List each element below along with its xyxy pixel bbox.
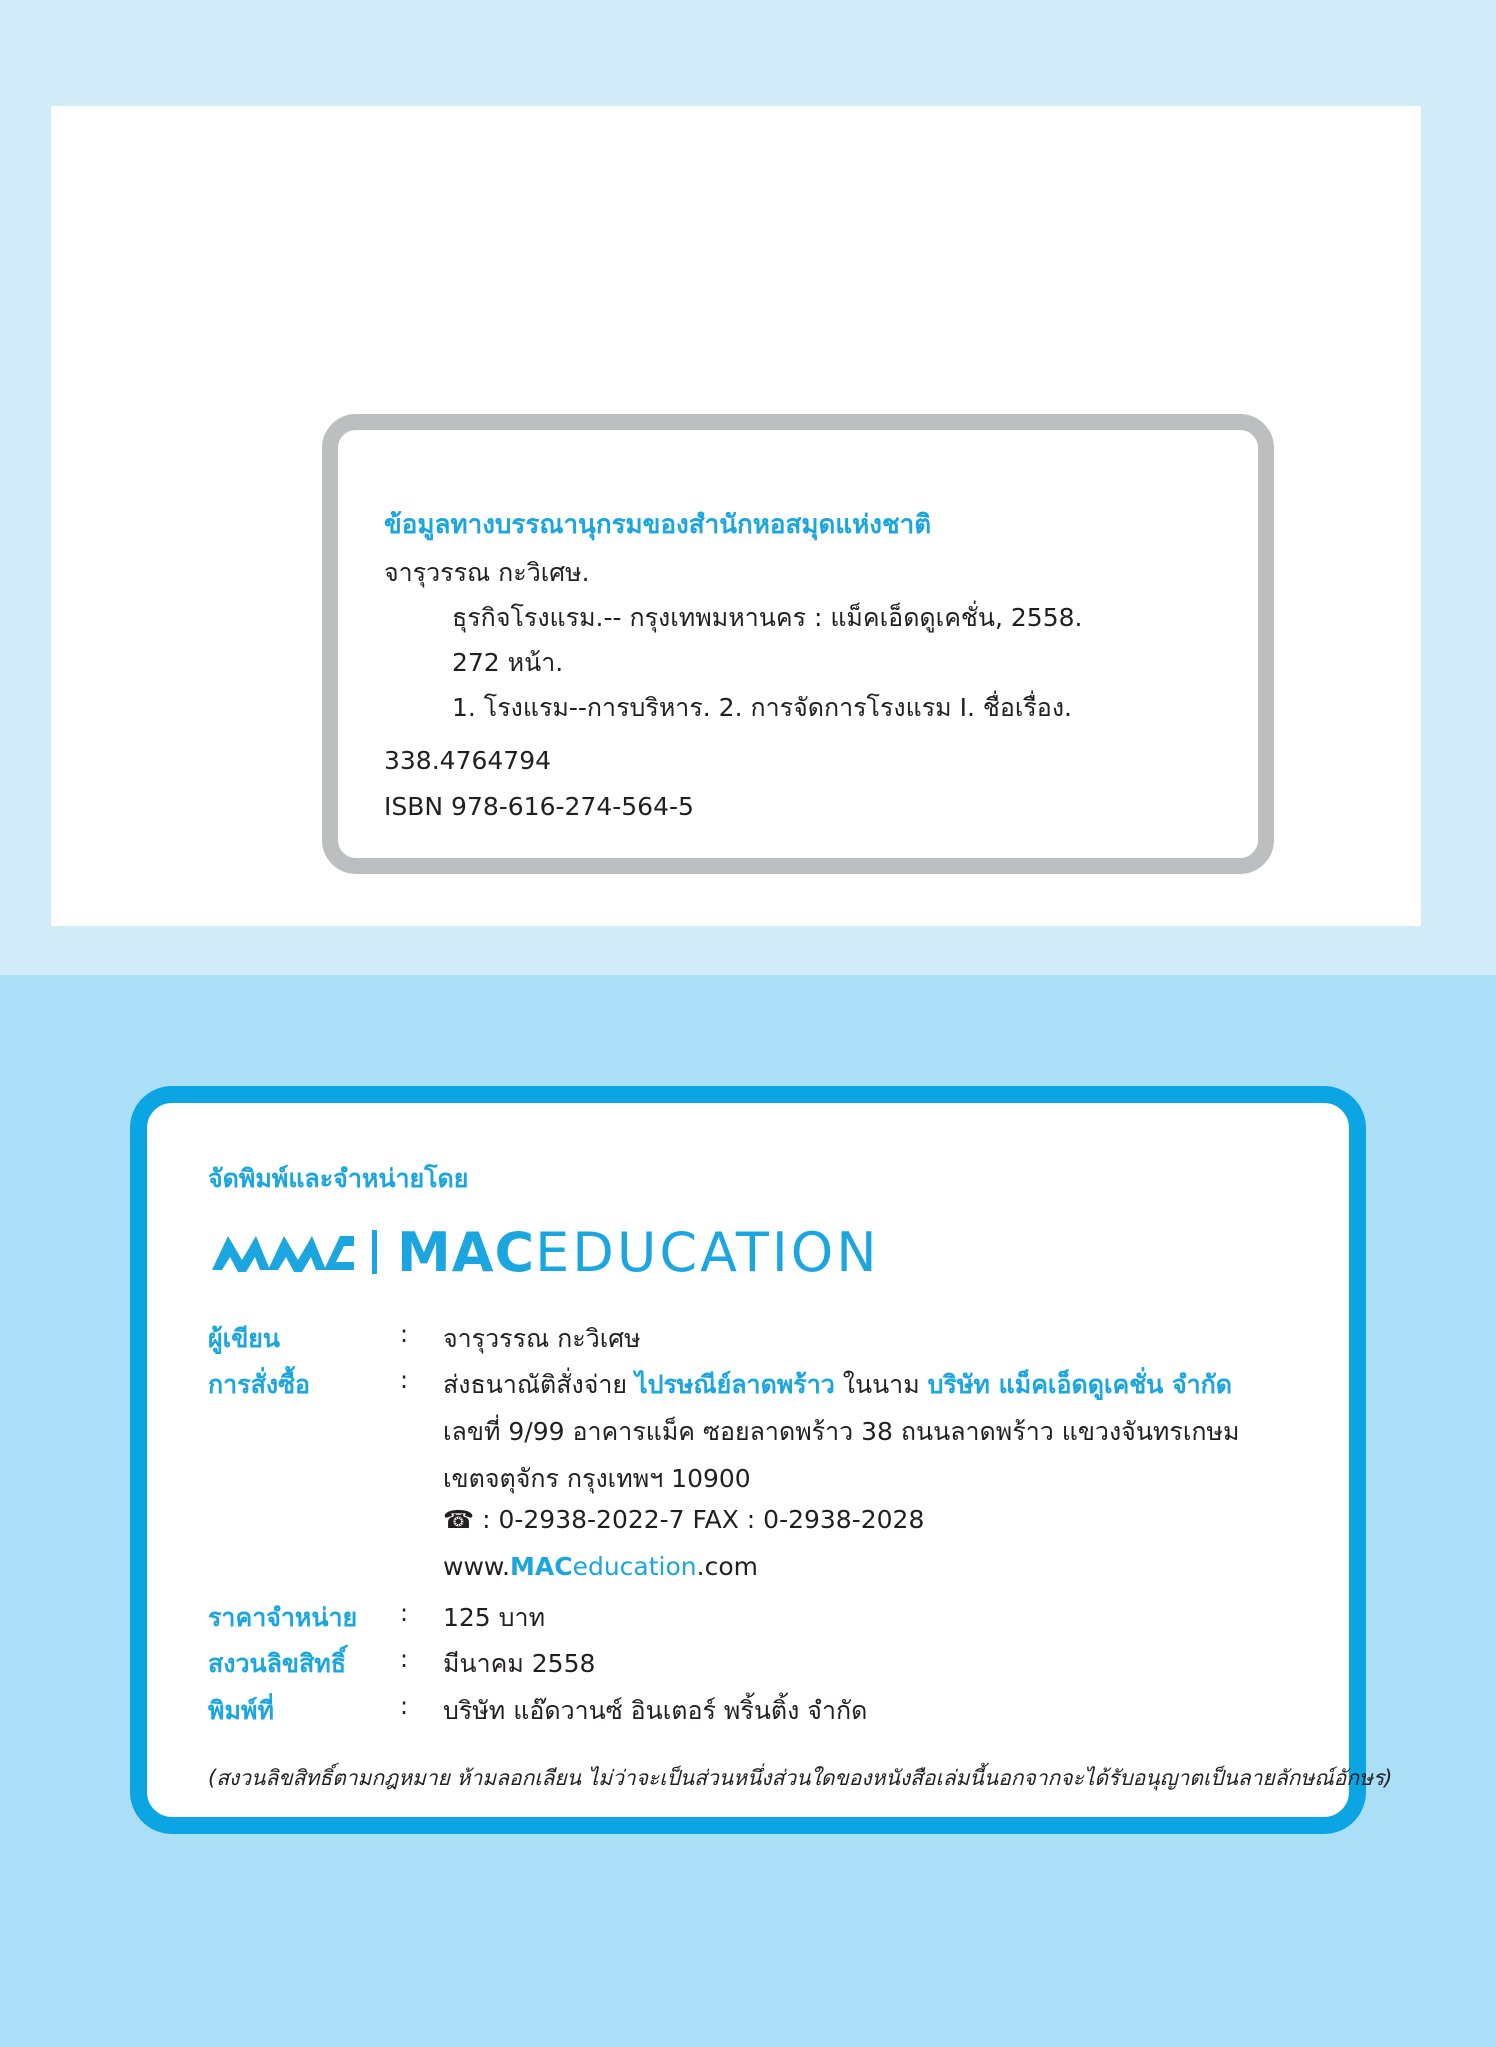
copyright-colon: : <box>400 1645 409 1673</box>
copyright-value: มีนาคม 2558 <box>443 1649 596 1678</box>
mac-education-logo <box>208 1221 880 1283</box>
author-value: จารุวรรณ กะวิเศษ <box>443 1324 641 1353</box>
order-label: การสั่งซื้อ <box>208 1370 311 1399</box>
phone-numbers: : 0-2938-2022-7 FAX : 0-2938-2028 <box>482 1505 925 1534</box>
cip-author: จารุวรรณ กะวิเศษ. <box>384 558 590 587</box>
printer-colon: : <box>400 1692 409 1720</box>
price-label: ราคาจำหน่าย <box>208 1603 358 1632</box>
order-value <box>443 1365 1232 1405</box>
cip-title: ข้อมูลทางบรรณานุกรมของสำนักหอสมุดแห่งชาติ <box>384 510 932 540</box>
cip-box <box>322 414 1274 874</box>
cip-page-panel <box>51 106 1421 926</box>
address-line-2: เขตจตุจักร กรุงเทพฯ 10900 <box>443 1464 751 1493</box>
url-prefix: www. <box>443 1552 510 1581</box>
phone-line <box>443 1505 924 1534</box>
copyright-label: สงวนลิขสิทธิ์ <box>208 1649 347 1678</box>
phone-icon: ☎ <box>443 1505 475 1534</box>
publisher-box <box>130 1086 1393 1834</box>
copyright-note: (สงวนลิขสิทธิ์ตามกฎหมาย ห้ามลอกเลียน ไม่ว่าจะเป็นส่วนหนึ่งส่วนใดของหนังสือเล่มนี้นอกจากจะได้รับอนุญาตเป็นลายลักษณ์อักษร) <box>208 1766 1393 1790</box>
url-bold: MAC <box>510 1552 573 1581</box>
order-prefix: ส่งธนาณัติสั่งจ่าย <box>443 1370 628 1399</box>
cip-subjects: 1. โรงแรม--การบริหาร. 2. การจัดการโรงแรม I. ชื่อเรื่อง. <box>452 693 1072 722</box>
logo-wordmark-light: EDUCATION <box>535 1220 880 1284</box>
cip-classification: 338.4764794 <box>384 746 552 775</box>
logo-wordmark <box>397 1221 880 1284</box>
printer-value: บริษัท แอ๊ดวานซ์ อินเตอร์ พริ้นติ้ง จำกัด <box>443 1696 868 1725</box>
logo-wordmark-bold: MAC <box>397 1220 536 1284</box>
mac-logo-mark-icon <box>208 1230 358 1274</box>
author-colon: : <box>400 1320 409 1348</box>
price-value: 125 บาท <box>443 1603 546 1632</box>
cip-imprint: ธุรกิจโรงแรม.-- กรุงเทพมหานคร : แม็คเอ็ดดูเคชั่น, 2558. <box>452 603 1083 632</box>
logo-divider <box>372 1230 377 1274</box>
address-line-1: เลขที่ 9/99 อาคารแม็ค ซอยลาดพร้าว 38 ถนนลาดพร้าว แขวงจันทรเกษม <box>443 1417 1240 1446</box>
url-mid: education <box>572 1552 697 1581</box>
order-company: บริษัท แม็คเอ็ดดูเคชั่น จำกัด <box>927 1370 1233 1399</box>
website-link[interactable] <box>443 1552 758 1581</box>
order-post-office: ไปรษณีย์ลาดพร้าว <box>635 1370 835 1399</box>
author-label: ผู้เขียน <box>208 1324 281 1353</box>
cip-pages: 272 หน้า. <box>452 648 564 677</box>
url-suffix: .com <box>696 1552 758 1581</box>
price-colon: : <box>400 1599 409 1627</box>
printer-label: พิมพ์ที่ <box>208 1696 274 1725</box>
order-middle: ในนาม <box>842 1370 920 1399</box>
order-colon: : <box>400 1366 409 1394</box>
publisher-heading: จัดพิมพ์และจำหน่ายโดย <box>208 1164 469 1193</box>
cip-isbn: ISBN 978-616-274-564-5 <box>384 792 694 821</box>
